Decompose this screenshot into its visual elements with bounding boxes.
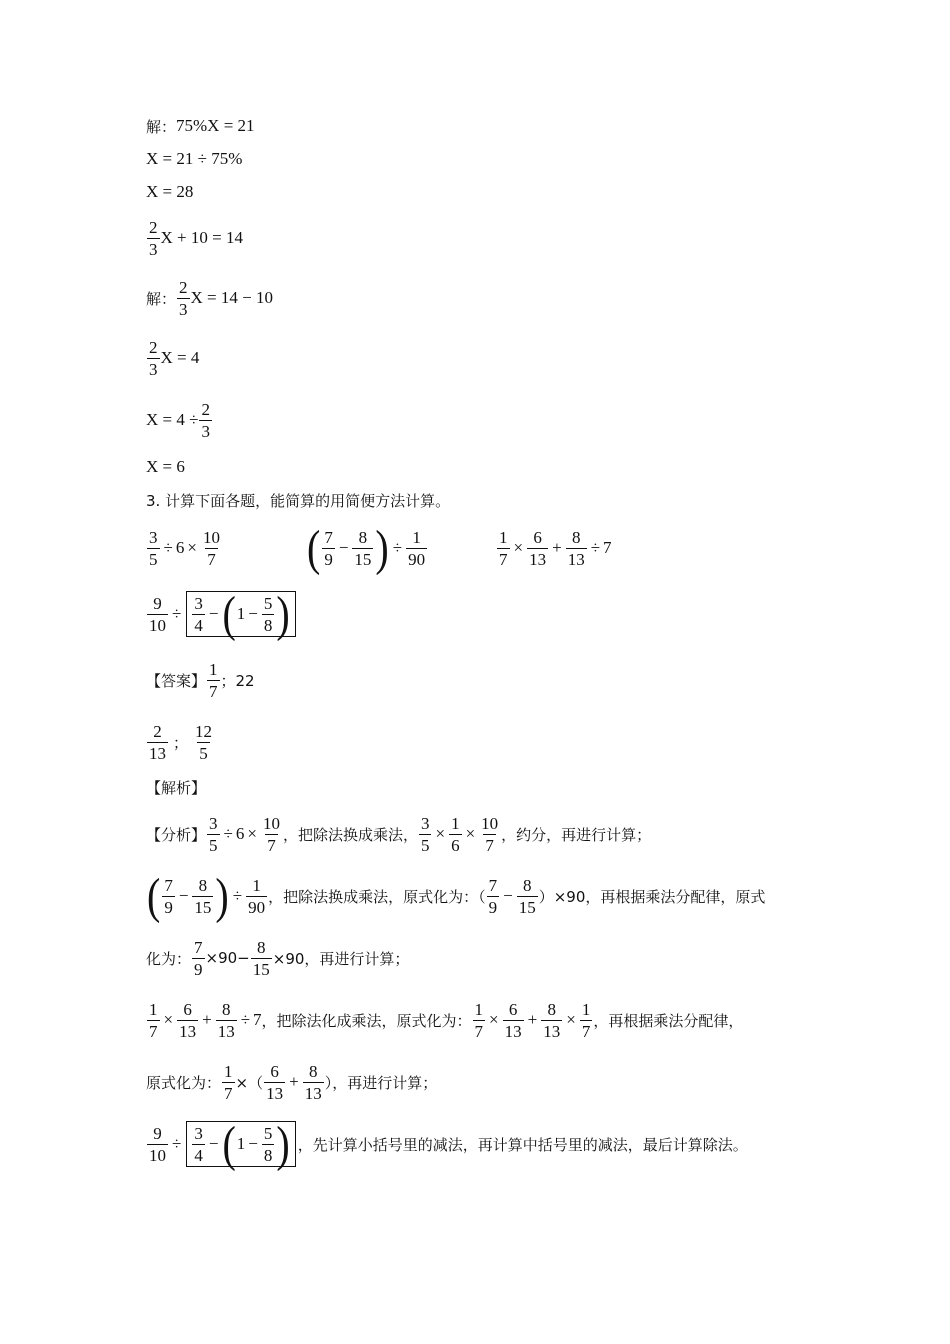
fenxi-label: 【分析】 [146,825,207,844]
solution-prefix: 解： [146,289,177,308]
solution-line-8 [146,452,185,482]
equation: X = 4 [160,348,200,367]
analysis-label: 【解析】 [146,778,207,797]
analysis-line-3: 化为： $\frac{7}{9}$ ×90− $\frac{8}{15}$ ×90，再进行计算； [146,937,410,979]
equation: X = 6 [146,457,185,476]
problem-3-expr-2: ( 7 9 − $\frac{8}{15}$ ) ÷ $\frac{1}{90}$ [307,519,426,576]
analysis-line-1: 【分析】 $\frac{3}{5}$ ÷ 6 × $\frac{10}{7}$ ，把除法换成乘法， $\frac{3}{5}$ × $\frac{1}{6}$ × $\frac{10}{7}$ ，约分，再进行计算； [146,813,652,855]
fraction: 2 3 [149,217,158,259]
solution-line-7 [146,390,213,450]
analysis-line-6: $\frac{9}{10}$ ÷ 3 4 − ( 1 − $\frac{5}{8}$ ) ，先计算小括号里的减法，再计算中括号里的减法，最后计算除法。 [149,1115,748,1172]
answer-label: 【答案】 [146,671,207,690]
equation: X = 21 ÷ 75% [146,149,243,168]
equation: X = 4 ÷ [146,410,199,429]
problem-3-expr-3: $\frac{1}{7}$ × $\frac{6}{13}$ + $\frac{8}{13}$ ÷ 7 [499,527,612,569]
fraction: $\frac{2}{3}$ [201,399,210,441]
answer-line-1: 【答案】 1 7 ；22 [146,659,255,701]
problem-3-expr-1: $\frac{3}{5}$ ÷ 6 × $\frac{10}{7}$ [149,527,220,569]
equation: X = 14 − 10 [190,288,273,307]
fraction: 2 3 [179,277,188,319]
answer-line-2: 2 13 ； 12 5 [149,721,213,763]
fraction: 2 3 [149,337,158,379]
solution-line-5 [146,268,273,328]
solution-prefix: 解： [146,117,177,136]
solution-line-6 [146,328,199,388]
square-bracket: 3 4 − ( 1 − $\frac{5}{8}$ ) [186,1121,295,1167]
solution-line-3 [146,177,193,207]
square-bracket: 3 4 − ( 1 − $\frac{5}{8}$ ) [186,591,295,637]
problem-3-expr-4: $\frac{9}{10}$ ÷ 3 4 − ( 1 − $\frac{5}{8}$ ) [146,584,298,644]
solution-line-1 [146,111,255,141]
analysis-line-4: $\frac{1}{7}$ × $\frac{6}{13}$ + $\frac{8}{13}$ ÷ 7 ，把除法化成乘法，原式化为： $\frac{1}{7}$ × $\frac{6}{13}$ + $\frac{8}{13}$ × $\frac{1}{7}$ ，再根据乘法分配律， [149,999,744,1041]
solution-line-2 [146,144,242,174]
equation-2 [146,208,243,268]
analysis-line-5: 原式化为： $\frac{1}{7}$ ×（ 6 13 + $\frac{8}{13}$ ），再进行计算； [146,1061,438,1103]
equation: 75%X = 21 [176,116,255,135]
problem-3-heading: 3. 计算下面各题，能简算的用简便方法计算。 [146,491,451,510]
equation: X + 10 = 14 [160,228,243,247]
analysis-line-2: ( 7 9 − $\frac{8}{15}$ ) ÷ $\frac{1}{90}$ ，把除法换成乘法，原式化为：（ 7 9 − $\frac{8}{15}$ ）×90，再根据乘法分配律，原式 [147,867,766,924]
equation: X = 28 [146,182,194,201]
